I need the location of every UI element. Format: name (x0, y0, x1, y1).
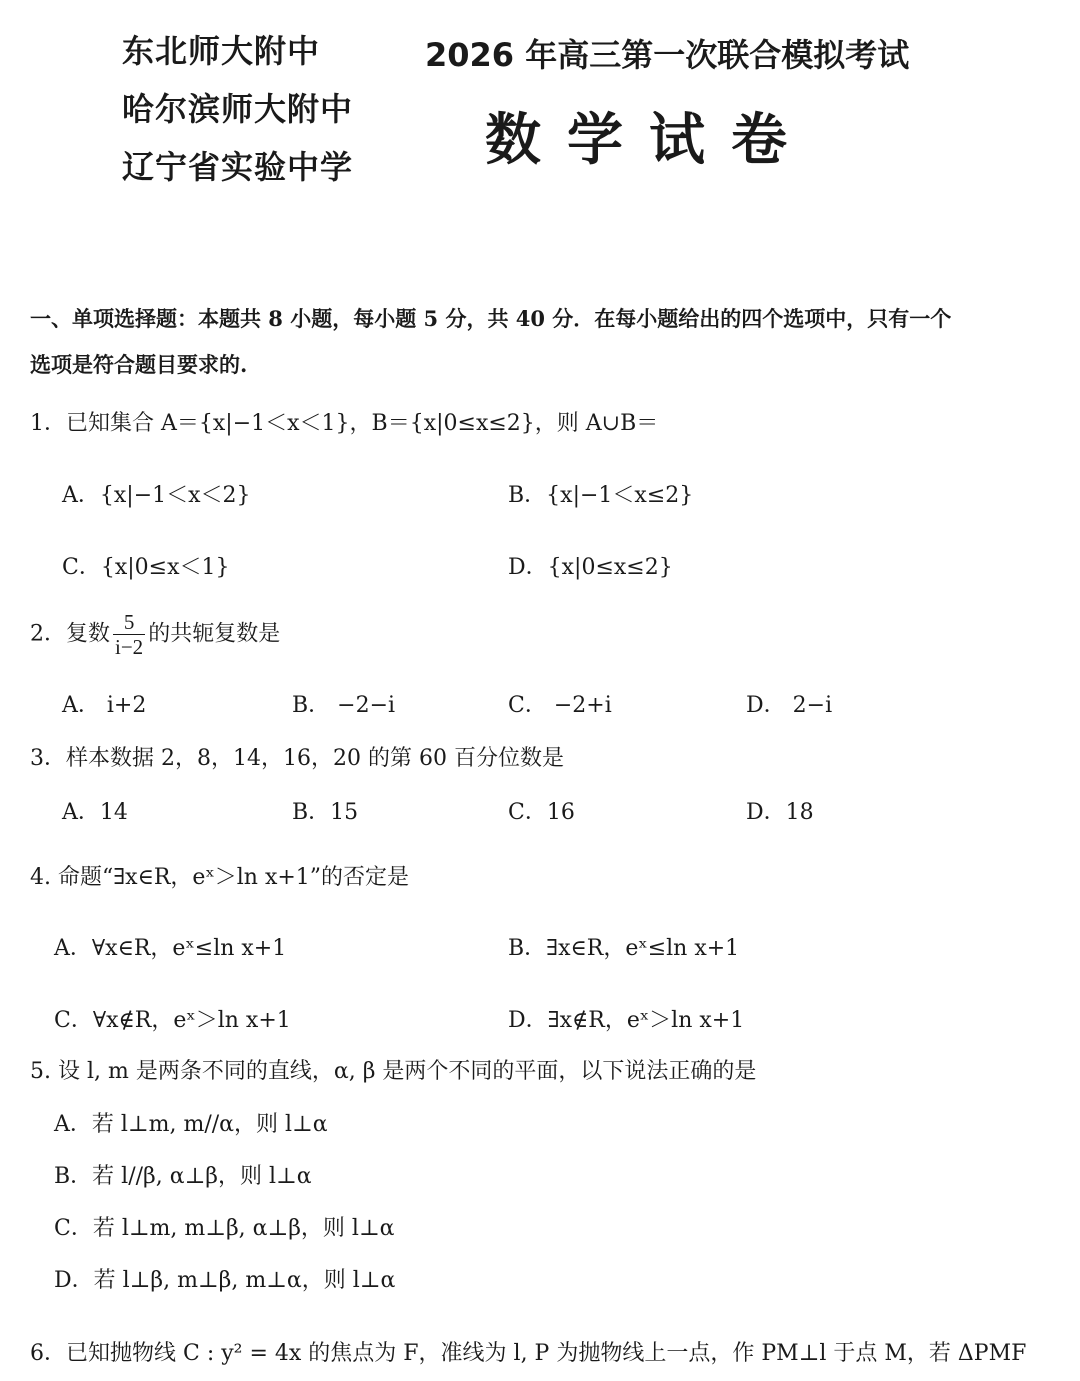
question-3-stem: 3．样本数据 2，8，14，16，20 的第 60 百分位数是 (30, 746, 564, 771)
school-name-1: 东北师大附中 (122, 32, 321, 70)
question-5-stem: 5. 设 l, m 是两条不同的直线，α, β 是两个不同的平面，以下说法正确的是 (30, 1059, 757, 1084)
question-2-stem-suffix: 的共轭复数是 (148, 621, 281, 647)
question-2-option-a: A． i+2 (62, 693, 147, 718)
question-3-option-b: B．15 (292, 800, 359, 825)
question-2-option-d: D． 2−i (746, 693, 833, 718)
question-4-option-c: C．∀x∉R，eˣ＞ln x+1 (54, 1008, 291, 1033)
question-5-option-a: A．若 l⊥m, m//α，则 l⊥α (54, 1112, 328, 1137)
section-heading-line-1: 一、单项选择题：本题共 8 小题，每小题 5 分，共 40 分．在每小题给出的四个选项中，只有一个 (30, 306, 952, 331)
question-3-option-d: D．18 (746, 800, 814, 825)
school-name-2: 哈尔滨师大附中 (122, 90, 354, 128)
subject-title: 数学试卷 (485, 108, 813, 173)
question-1-option-d: D．{x|0≤x≤2} (508, 555, 673, 580)
question-6-stem: 6．已知抛物线 C : y² = 4x 的焦点为 F，准线为 l, P 为抛物线上一点，作 PM⊥l 于点 M，若 ΔPMF (30, 1341, 1027, 1366)
question-1-stem: 1．已知集合 A＝{x|−1＜x＜1}，B＝{x|0≤x≤2}，则 A∪B＝ (30, 411, 659, 436)
question-4-option-a: A．∀x∈R，eˣ≤ln x+1 (54, 936, 287, 961)
question-1-option-b: B．{x|−1＜x≤2} (508, 483, 694, 508)
question-2-option-b: B． −2−i (292, 693, 396, 718)
question-1-option-a: A．{x|−1＜x＜2} (62, 483, 251, 508)
question-4-option-d: D．∃x∉R，eˣ＞ln x+1 (508, 1008, 745, 1033)
school-name-3: 辽宁省实验中学 (122, 148, 354, 186)
question-3-option-c: C．16 (508, 800, 575, 825)
question-2-fraction (113, 610, 145, 659)
question-2-stem (30, 610, 280, 659)
section-heading-line-2: 选项是符合题目要求的. (30, 352, 248, 377)
question-4-stem: 4. 命题“∃x∈R，eˣ＞ln x+1”的否定是 (30, 865, 410, 890)
fraction-denominator: i−2 (115, 635, 144, 659)
question-2-stem-prefix: 2．复数 (30, 621, 110, 647)
fraction-numerator: 5 (113, 610, 145, 635)
question-3-option-a: A．14 (62, 800, 128, 825)
question-5-option-b: B．若 l//β, α⊥β，则 l⊥α (54, 1164, 312, 1189)
question-5-option-d: D．若 l⊥β, m⊥β, m⊥α，则 l⊥α (54, 1268, 396, 1293)
question-4-option-b: B．∃x∈R，eˣ≤ln x+1 (508, 936, 740, 961)
question-2-option-c: C． −2+i (508, 693, 612, 718)
question-5-option-c: C．若 l⊥m, m⊥β, α⊥β，则 l⊥α (54, 1216, 395, 1241)
exam-title: 2026 年高三第一次联合模拟考试 (425, 36, 910, 74)
question-1-option-c: C．{x|0≤x＜1} (62, 555, 230, 580)
